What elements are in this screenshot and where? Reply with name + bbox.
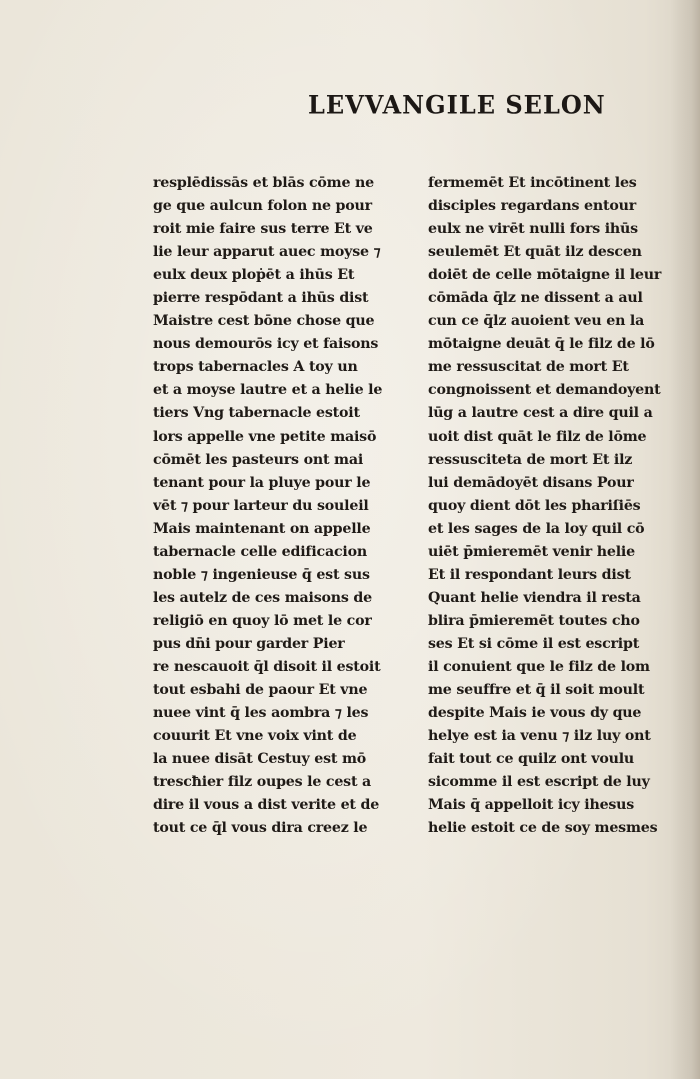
text-line: nous demourōs icy et faisons	[153, 336, 379, 353]
text-line: roit mie faire sus terre Et ve	[153, 221, 373, 238]
text-line: me seuffre et q̄ il soit moult	[428, 682, 645, 699]
text-line: lors appelle vne petite maisō	[153, 428, 377, 445]
text-line: tabernacle celle edificacion	[153, 543, 367, 560]
text-line: tiers Vng tabernacle estoit	[153, 405, 360, 422]
text-line: blira p̄mieremēt toutes cho	[428, 612, 640, 629]
text-line: Mais q̄ appelloit icy ihesus	[428, 797, 635, 814]
text-line: couurit Et vne voix vint de	[153, 728, 357, 745]
text-line: helie estoit ce de soy mesmes	[428, 820, 658, 837]
text-column-left	[153, 172, 393, 840]
text-line: me ressuscitat de mort Et	[428, 359, 629, 376]
text-line: il conuient que le filz de lom	[428, 658, 650, 675]
text-line: seulemēt Et quāt ilz descen	[428, 244, 642, 261]
text-line: lui demādoyēt disans Pour	[428, 474, 634, 491]
text-line: dire il vous a dist verite et de	[153, 797, 380, 814]
text-line: doiēt de celle mōtaigne il leur	[428, 267, 662, 284]
text-line: religiō en quoy lō met le cor	[153, 612, 372, 629]
text-line: et a moyse lautre et a helie le	[153, 382, 383, 399]
text-line: ge que aulcun folon ne pour	[153, 198, 372, 215]
text-line: lie leur apparut auec moyse ⁊	[153, 244, 381, 261]
text-line: tenant pour la pluye pour le	[153, 474, 371, 491]
text-line: fermemēt Et incōtinent les	[428, 175, 637, 191]
text-line: cun ce q̄lz auoient veu en la	[428, 313, 645, 330]
text-line: ses Et si cōme il est escript	[428, 635, 640, 652]
page-edge-shadow	[670, 0, 700, 1079]
text-line: Quant helie viendra il resta	[428, 589, 641, 606]
text-line: congnoissent et demandoyent	[428, 382, 661, 399]
text-line: Maistre cest bōne chose que	[153, 313, 375, 330]
text-line: tout esbahi de paour Et vne	[153, 682, 368, 699]
text-column-right	[428, 172, 670, 840]
text-line: quoy dient dōt les phariſiēs	[428, 497, 641, 514]
running-head: LEVVANGILE SELON	[308, 89, 606, 120]
text-line: despite Mais ie vous dy que	[428, 705, 642, 722]
text-line: mōtaigne deuāt q̄ le filz de lō	[428, 336, 655, 353]
text-line: tout ce q̄l vous dira creez le	[153, 820, 368, 837]
text-line: lūg a lautre cest a dire quil a	[428, 405, 653, 422]
text-line: resplēdissās et blās cōme ne	[153, 175, 374, 191]
text-line: uoit dist quāt le filz de lōme	[428, 428, 647, 445]
text-line: pus dn̄i pour garder Pier	[153, 635, 345, 652]
text-line: trescħier filz oupes le cest a	[153, 774, 372, 791]
text-line: eulx deux ploṗēt a ihūs Et	[153, 267, 355, 284]
text-line: et les sages de la loy quil cō	[428, 520, 645, 537]
text-line: la nuee disāt Cestuy est mō	[153, 751, 367, 768]
text-line: cōmēt les pasteurs ont mai	[153, 451, 364, 468]
text-line: re nescauoit q̄l disoit il estoit	[153, 658, 381, 675]
text-line: pierre respōdant a ihūs dist	[153, 290, 369, 307]
text-line: eulx ne virēt nulli fors ihūs	[428, 221, 638, 238]
text-line: fait tout ce quilz ont voulu	[428, 751, 635, 768]
text-line: cōmāda q̄lz ne dissent a aul	[428, 290, 643, 307]
text-line: Mais maintenant on appelle	[153, 520, 371, 537]
text-line: vēt ⁊ pour larteur du souleil	[153, 497, 369, 514]
text-line: sicomme il est escript de luy	[428, 774, 650, 791]
text-line: les autelz de ces maisons de	[153, 589, 372, 606]
text-line: trops tabernacles A toy un	[153, 359, 358, 376]
text-line: noble ⁊ ingenieuse q̄ est sus	[153, 566, 370, 583]
text-line: ressusciteta de mort Et ilz	[428, 451, 633, 468]
text-line: Et il respondant leurs dist	[428, 566, 631, 583]
text-line: uiēt p̄mieremēt venir helie	[428, 543, 635, 560]
text-line: helye est ia venu ⁊ ilz luy ont	[428, 728, 651, 745]
text-line: nuee vint q̄ les aombra ⁊ les	[153, 705, 369, 722]
text-line: disciples regardans entour	[428, 198, 636, 215]
